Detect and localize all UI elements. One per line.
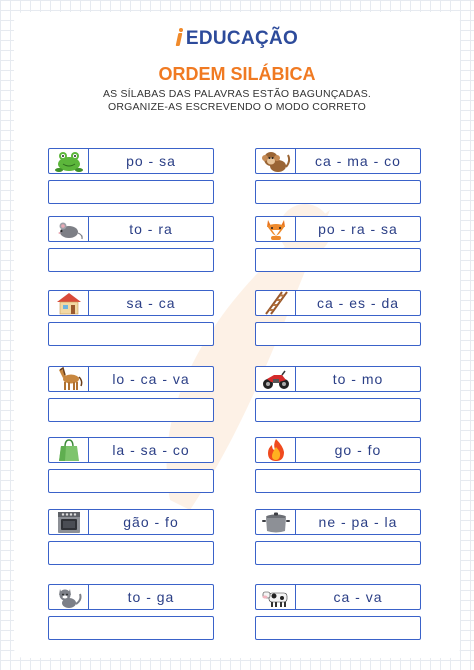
scrambled-syllables: go - fo [334, 442, 382, 458]
scrambled-syllables: to - mo [332, 371, 384, 387]
exercise-card-8 [255, 366, 421, 392]
pot-icon [261, 510, 291, 534]
scrambled-syllables: po - sa [126, 153, 176, 169]
cat-icon [54, 585, 84, 609]
picture-cell [256, 217, 296, 241]
picture-cell [49, 585, 89, 609]
stove-icon [54, 510, 84, 534]
instructions-line-1: AS SÍLABAS DAS PALAVRAS ESTÃO BAGUNÇADAS. [102, 88, 372, 100]
scrambled-syllables: ca - es - da [316, 295, 400, 311]
exercise-card-2 [255, 148, 421, 174]
scrambled-syllables: la - sa - co [112, 442, 190, 458]
picture-cell [49, 217, 89, 241]
exercise-card-7 [48, 366, 214, 392]
brand-name: EDUCAÇÃO [185, 28, 299, 49]
picture-cell [256, 291, 296, 315]
answer-field-5[interactable] [48, 322, 214, 346]
scrambled-syllables: ca - va [333, 589, 383, 605]
exercise-card-6 [255, 290, 421, 316]
picture-cell [49, 149, 89, 173]
answer-field-8[interactable] [255, 398, 421, 422]
mouse-icon [54, 217, 84, 241]
monkey-icon [261, 149, 291, 173]
scrambled-syllables: po - ra - sa [318, 221, 398, 237]
answer-field-12[interactable] [255, 541, 421, 565]
scrambled-syllables: to - ga [127, 589, 175, 605]
motorcycle-icon [261, 367, 291, 391]
answer-field-2[interactable] [255, 180, 421, 204]
exercise-card-4 [255, 216, 421, 242]
picture-cell [256, 510, 296, 534]
answer-field-6[interactable] [255, 322, 421, 346]
frog-icon [54, 149, 84, 173]
picture-cell [49, 291, 89, 315]
brand-logo [0, 28, 474, 50]
exercise-card-10 [255, 437, 421, 463]
answer-field-13[interactable] [48, 616, 214, 640]
scrambled-syllables: ca - ma - co [315, 153, 401, 169]
exercise-card-5 [48, 290, 214, 316]
exercise-card-1 [48, 148, 214, 174]
exercise-card-9 [48, 437, 214, 463]
picture-cell [256, 367, 296, 391]
picture-cell [49, 510, 89, 534]
shopping-bag-icon [54, 438, 84, 462]
scrambled-syllables: gão - fo [123, 514, 179, 530]
exercise-card-3 [48, 216, 214, 242]
fire-icon [261, 438, 291, 462]
answer-field-11[interactable] [48, 541, 214, 565]
scrambled-syllables: sa - ca [126, 295, 176, 311]
ladder-icon [261, 291, 291, 315]
answer-field-1[interactable] [48, 180, 214, 204]
fox-icon [261, 217, 291, 241]
answer-field-9[interactable] [48, 469, 214, 493]
scrambled-syllables: to - ra [129, 221, 173, 237]
exercise-card-11 [48, 509, 214, 535]
answer-field-4[interactable] [255, 248, 421, 272]
picture-cell [49, 367, 89, 391]
answer-field-10[interactable] [255, 469, 421, 493]
horse-icon [54, 367, 84, 391]
exercise-card-13 [48, 584, 214, 610]
scrambled-syllables: lo - ca - va [112, 371, 190, 387]
house-icon [54, 291, 84, 315]
scrambled-syllables: ne - pa - la [318, 514, 398, 530]
picture-cell [256, 585, 296, 609]
page-title: ORDEM SILÁBICA [158, 64, 316, 84]
answer-field-14[interactable] [255, 616, 421, 640]
cow-icon [261, 585, 291, 609]
answer-field-3[interactable] [48, 248, 214, 272]
picture-cell [256, 438, 296, 462]
instructions-line-2: ORGANIZE-AS ESCREVENDO O MODO CORRETO [107, 101, 367, 113]
picture-cell [49, 438, 89, 462]
picture-cell [256, 149, 296, 173]
exercise-card-14 [255, 584, 421, 610]
brand-i-icon [176, 28, 183, 46]
answer-field-7[interactable] [48, 398, 214, 422]
exercise-card-12 [255, 509, 421, 535]
